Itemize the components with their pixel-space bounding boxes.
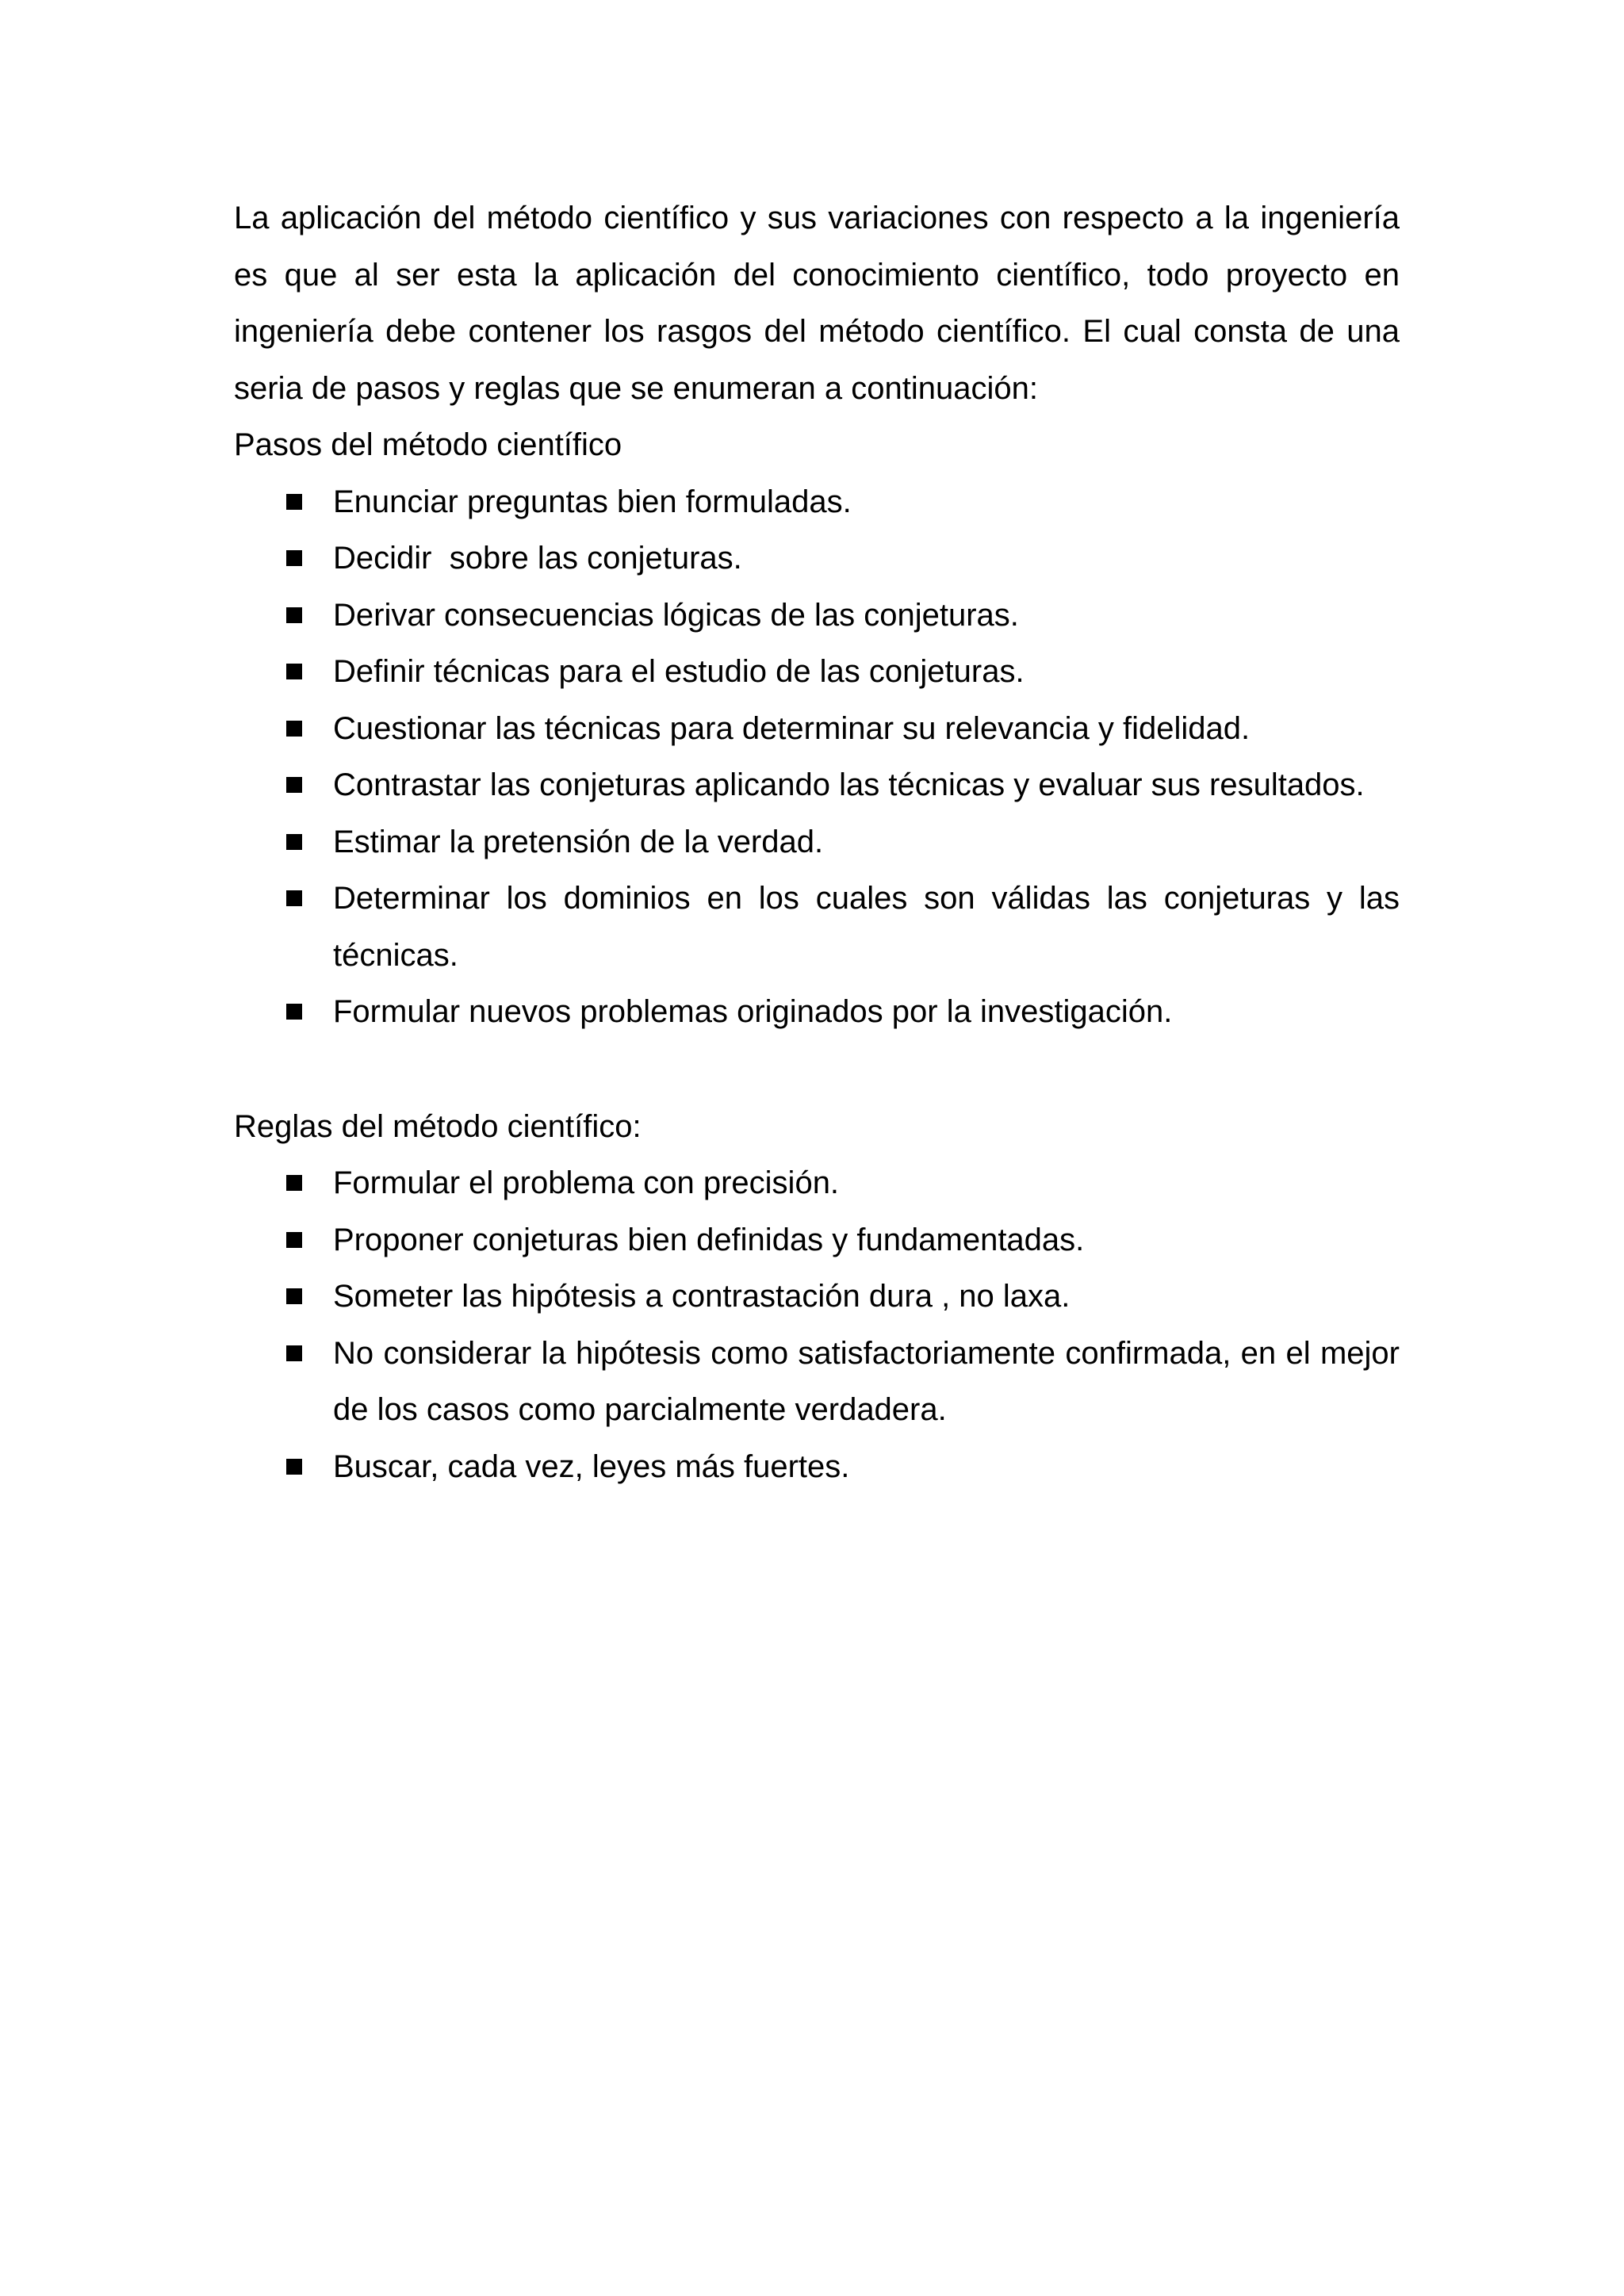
intro-paragraph: La aplicación del método científico y sus variaciones con respecto a la ingeniería es que al ser esta la aplicación del conocimiento científico, todo proyecto en ingeniería debe contener los rasgos del método científico. El cual consta de una seria de pasos y reglas que se enumeran a continuación: bbox=[234, 201, 1400, 406]
square-bullet-icon bbox=[286, 834, 302, 850]
list-item-text: Determinar los dominios en los cuales son válidas las conjeturas y las técnicas. bbox=[333, 881, 1400, 973]
list-item bbox=[234, 644, 1400, 701]
list-item bbox=[234, 814, 1400, 871]
square-bullet-icon bbox=[286, 890, 302, 906]
square-bullet-icon bbox=[286, 1345, 302, 1361]
square-bullet-icon bbox=[286, 607, 302, 623]
list-item-text: Buscar, cada vez, leyes más fuertes. bbox=[333, 1448, 850, 1484]
list-item-text: Enunciar preguntas bien formuladas. bbox=[333, 484, 852, 519]
list-item-text: Contrastar las conjeturas aplicando las técnicas y evaluar sus resultados. bbox=[333, 767, 1365, 802]
list-item-text: Cuestionar las técnicas para determinar su relevancia y fidelidad. bbox=[333, 710, 1251, 746]
square-bullet-icon bbox=[286, 664, 302, 679]
list-item bbox=[234, 1155, 1400, 1212]
pasos-title: Pasos del método científico bbox=[234, 427, 622, 462]
list-item-text: Formular el problema con precisión. bbox=[333, 1165, 840, 1200]
square-bullet-icon bbox=[286, 550, 302, 566]
list-item bbox=[234, 474, 1400, 531]
pasos-list bbox=[234, 474, 1400, 1041]
list-item-text: Proponer conjeturas bien definidas y fundamentadas. bbox=[333, 1222, 1085, 1257]
list-item bbox=[234, 1269, 1400, 1326]
list-item-text: Estimar la pretensión de la verdad. bbox=[333, 824, 824, 859]
list-item-text: Someter las hipótesis a contrastación dura , no laxa. bbox=[333, 1279, 1071, 1314]
list-item bbox=[234, 757, 1400, 814]
square-bullet-icon bbox=[286, 1459, 302, 1475]
section-spacer bbox=[234, 1041, 1400, 1099]
square-bullet-icon bbox=[286, 1175, 302, 1191]
list-item-text: Derivar consecuencias lógicas de las conjeturas. bbox=[333, 597, 1019, 633]
square-bullet-icon bbox=[286, 1004, 302, 1020]
reglas-title: Reglas del método científico: bbox=[234, 1108, 642, 1144]
list-item bbox=[234, 701, 1400, 758]
list-item bbox=[234, 871, 1400, 984]
reglas-list bbox=[234, 1155, 1400, 1495]
document-page bbox=[234, 190, 1400, 1495]
list-item-text: Definir técnicas para el estudio de las conjeturas. bbox=[333, 654, 1025, 689]
list-item-text: No considerar la hipótesis como satisfactoriamente confirmada, en el mejor de los casos como parcialmente verdadera. bbox=[333, 1335, 1400, 1427]
square-bullet-icon bbox=[286, 721, 302, 737]
list-item bbox=[234, 1439, 1400, 1496]
list-item bbox=[234, 530, 1400, 587]
list-item bbox=[234, 1326, 1400, 1439]
list-item bbox=[234, 587, 1400, 645]
list-item-text: Decidir sobre las conjeturas. bbox=[333, 541, 742, 576]
square-bullet-icon bbox=[286, 777, 302, 793]
list-item bbox=[234, 984, 1400, 1041]
list-item-text: Formular nuevos problemas originados por la investigación. bbox=[333, 994, 1173, 1029]
square-bullet-icon bbox=[286, 494, 302, 510]
square-bullet-icon bbox=[286, 1232, 302, 1248]
list-item bbox=[234, 1212, 1400, 1269]
square-bullet-icon bbox=[286, 1288, 302, 1304]
